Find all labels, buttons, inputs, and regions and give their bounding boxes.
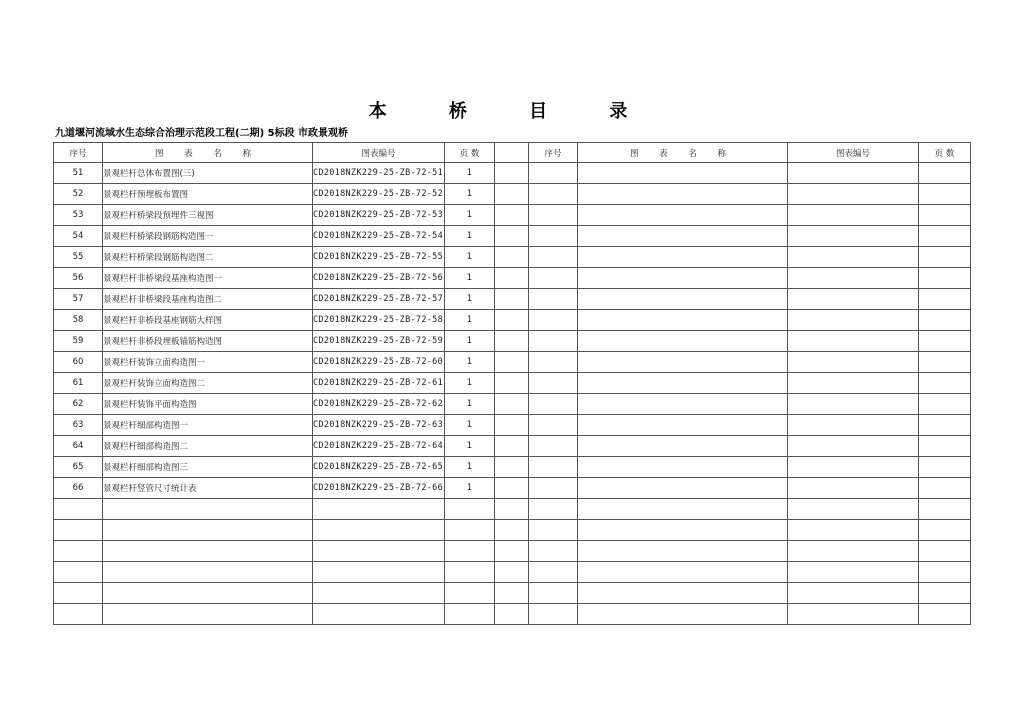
drawing-name: 景观栏杆细部构造图一	[103, 415, 313, 436]
table-row	[54, 394, 971, 415]
page-count: 1	[445, 352, 495, 373]
page-count: 1	[445, 289, 495, 310]
drawing-code-2	[788, 226, 919, 247]
drawing-code	[313, 583, 445, 604]
drawing-name-2	[578, 604, 788, 625]
page-count: 1	[445, 478, 495, 499]
blank-cell	[495, 184, 529, 205]
drawing-code-2	[788, 352, 919, 373]
page-count-2	[919, 394, 971, 415]
drawing-name	[103, 499, 313, 520]
blank-cell	[495, 352, 529, 373]
blank-cell	[495, 289, 529, 310]
drawing-code-2	[788, 373, 919, 394]
drawing-code-2	[788, 331, 919, 352]
row-number-2	[529, 436, 578, 457]
blank-cell	[495, 604, 529, 625]
table-row	[54, 184, 971, 205]
blank-cell	[495, 268, 529, 289]
row-number-2	[529, 163, 578, 184]
drawing-name: 景观栏杆预埋板布置图	[103, 184, 313, 205]
blank-cell	[495, 247, 529, 268]
drawing-name: 景观栏杆桥梁段钢筋构造图一	[103, 226, 313, 247]
table-row	[54, 163, 971, 184]
header-name: 图 表 名 称	[103, 143, 313, 163]
page-count: 1	[445, 331, 495, 352]
row-number	[54, 604, 103, 625]
row-number: 57	[54, 289, 103, 310]
row-number-2	[529, 394, 578, 415]
header-seq-2: 序号	[529, 143, 578, 163]
row-number	[54, 583, 103, 604]
drawing-name-2	[578, 478, 788, 499]
header-blank	[495, 143, 529, 163]
row-number: 66	[54, 478, 103, 499]
blank-cell	[495, 415, 529, 436]
drawing-code	[313, 604, 445, 625]
table-row	[54, 268, 971, 289]
table-row	[54, 205, 971, 226]
drawing-name-2	[578, 373, 788, 394]
drawing-name: 景观栏杆非桥梁段基座构造图二	[103, 289, 313, 310]
blank-cell	[495, 331, 529, 352]
blank-cell	[495, 583, 529, 604]
page-count: 1	[445, 457, 495, 478]
page-count-2	[919, 499, 971, 520]
page-count-2	[919, 184, 971, 205]
drawing-code	[313, 541, 445, 562]
drawing-code: CD2018NZK229-25-ZB-72-56	[313, 268, 445, 289]
page-count-2	[919, 457, 971, 478]
drawing-name-2	[578, 562, 788, 583]
drawing-name: 景观栏杆细部构造图二	[103, 436, 313, 457]
drawing-code-2	[788, 604, 919, 625]
blank-cell	[495, 436, 529, 457]
page-title: 本 桥 目 录	[368, 101, 656, 122]
row-number-2	[529, 184, 578, 205]
row-number: 62	[54, 394, 103, 415]
page-count-2	[919, 583, 971, 604]
drawing-code-2	[788, 499, 919, 520]
page-count-2	[919, 352, 971, 373]
drawing-code: CD2018NZK229-25-ZB-72-65	[313, 457, 445, 478]
empty-row	[54, 604, 971, 625]
drawing-code: CD2018NZK229-25-ZB-72-59	[313, 331, 445, 352]
drawing-name: 景观栏杆装饰平面构造图	[103, 394, 313, 415]
drawing-name-2	[578, 289, 788, 310]
page-count-2	[919, 541, 971, 562]
row-number-2	[529, 562, 578, 583]
blank-cell	[495, 457, 529, 478]
row-number: 54	[54, 226, 103, 247]
drawing-name	[103, 583, 313, 604]
drawing-code-2	[788, 268, 919, 289]
drawing-code: CD2018NZK229-25-ZB-72-61	[313, 373, 445, 394]
drawing-name-2	[578, 394, 788, 415]
drawing-code-2	[788, 541, 919, 562]
row-number: 63	[54, 415, 103, 436]
table-row	[54, 457, 971, 478]
table-row	[54, 436, 971, 457]
row-number: 58	[54, 310, 103, 331]
drawing-code	[313, 562, 445, 583]
drawing-name: 景观栏杆装饰立面构造图一	[103, 352, 313, 373]
page-count	[445, 583, 495, 604]
row-number	[54, 562, 103, 583]
drawing-name-2	[578, 499, 788, 520]
directory-table	[53, 142, 971, 625]
row-number: 56	[54, 268, 103, 289]
row-number-2	[529, 583, 578, 604]
page-count	[445, 562, 495, 583]
drawing-name-2	[578, 205, 788, 226]
row-number-2	[529, 520, 578, 541]
row-number-2	[529, 247, 578, 268]
drawing-code-2	[788, 310, 919, 331]
page-count: 1	[445, 226, 495, 247]
drawing-code: CD2018NZK229-25-ZB-72-58	[313, 310, 445, 331]
blank-cell	[495, 205, 529, 226]
blank-cell	[495, 373, 529, 394]
page-count-2	[919, 604, 971, 625]
row-number: 52	[54, 184, 103, 205]
drawing-code: CD2018NZK229-25-ZB-72-63	[313, 415, 445, 436]
row-number	[54, 541, 103, 562]
drawing-code: CD2018NZK229-25-ZB-72-64	[313, 436, 445, 457]
row-number-2	[529, 268, 578, 289]
directory-body	[54, 163, 971, 625]
header-name-2: 图 表 名 称	[578, 143, 788, 163]
page-count-2	[919, 331, 971, 352]
header-code-2: 图表编号	[788, 143, 919, 163]
row-number: 61	[54, 373, 103, 394]
drawing-code: CD2018NZK229-25-ZB-72-60	[313, 352, 445, 373]
blank-cell	[495, 394, 529, 415]
drawing-code-2	[788, 415, 919, 436]
drawing-code-2	[788, 457, 919, 478]
page-count-2	[919, 205, 971, 226]
header-pages-2: 页 数	[919, 143, 971, 163]
table-row	[54, 415, 971, 436]
drawing-code: CD2018NZK229-25-ZB-72-51	[313, 163, 445, 184]
drawing-code-2	[788, 583, 919, 604]
page-count-2	[919, 520, 971, 541]
row-number	[54, 499, 103, 520]
page-count-2	[919, 373, 971, 394]
drawing-name-2	[578, 457, 788, 478]
blank-cell	[495, 541, 529, 562]
page-count: 1	[445, 163, 495, 184]
blank-cell	[495, 478, 529, 499]
row-number-2	[529, 415, 578, 436]
drawing-name: 景观栏杆桥梁段预埋件三视图	[103, 205, 313, 226]
page-count-2	[919, 163, 971, 184]
blank-cell	[495, 226, 529, 247]
drawing-name-2	[578, 247, 788, 268]
header-pages: 页 数	[445, 143, 495, 163]
drawing-name: 景观栏杆桥梁段钢筋构造图二	[103, 247, 313, 268]
header-seq: 序号	[54, 143, 103, 163]
drawing-name: 景观栏杆竖管尺寸统计表	[103, 478, 313, 499]
drawing-name-2	[578, 520, 788, 541]
row-number-2	[529, 289, 578, 310]
drawing-name: 景观栏杆非桥梁段基座构造图一	[103, 268, 313, 289]
drawing-code-2	[788, 478, 919, 499]
row-number-2	[529, 352, 578, 373]
drawing-code: CD2018NZK229-25-ZB-72-62	[313, 394, 445, 415]
blank-cell	[495, 520, 529, 541]
row-number: 51	[54, 163, 103, 184]
empty-row	[54, 520, 971, 541]
drawing-name	[103, 562, 313, 583]
row-number-2	[529, 541, 578, 562]
drawing-code: CD2018NZK229-25-ZB-72-54	[313, 226, 445, 247]
drawing-code	[313, 499, 445, 520]
drawing-name-2	[578, 226, 788, 247]
row-number-2	[529, 499, 578, 520]
row-number-2	[529, 478, 578, 499]
drawing-code-2	[788, 436, 919, 457]
drawing-name-2	[578, 415, 788, 436]
row-number-2	[529, 331, 578, 352]
row-number: 64	[54, 436, 103, 457]
page-count: 1	[445, 436, 495, 457]
blank-cell	[495, 163, 529, 184]
row-number-2	[529, 310, 578, 331]
drawing-name-2	[578, 163, 788, 184]
page-count-2	[919, 310, 971, 331]
header-row	[54, 143, 971, 163]
page-count-2	[919, 478, 971, 499]
page-count-2	[919, 436, 971, 457]
drawing-code: CD2018NZK229-25-ZB-72-52	[313, 184, 445, 205]
drawing-name-2	[578, 331, 788, 352]
drawing-name-2	[578, 583, 788, 604]
header-code: 图表编号	[313, 143, 445, 163]
page-count	[445, 541, 495, 562]
empty-row	[54, 541, 971, 562]
blank-cell	[495, 310, 529, 331]
row-number: 53	[54, 205, 103, 226]
drawing-name-2	[578, 268, 788, 289]
project-subtitle: 九道堰河流域水生态综合治理示范段工程(二期) 5标段 市政景观桥	[55, 128, 349, 139]
table-row	[54, 226, 971, 247]
row-number-2	[529, 604, 578, 625]
table-row	[54, 478, 971, 499]
page-count-2	[919, 268, 971, 289]
drawing-code-2	[788, 247, 919, 268]
page-count	[445, 520, 495, 541]
page-count-2	[919, 415, 971, 436]
drawing-name: 景观栏杆细部构造图三	[103, 457, 313, 478]
page-count-2	[919, 226, 971, 247]
page-count-2	[919, 247, 971, 268]
drawing-code	[313, 520, 445, 541]
drawing-code-2	[788, 289, 919, 310]
drawing-code-2	[788, 163, 919, 184]
table-row	[54, 247, 971, 268]
drawing-name	[103, 541, 313, 562]
drawing-code-2	[788, 394, 919, 415]
drawing-name: 景观栏杆非桥段埋板锚筋构造图	[103, 331, 313, 352]
empty-row	[54, 499, 971, 520]
row-number: 59	[54, 331, 103, 352]
drawing-name-2	[578, 184, 788, 205]
page-count: 1	[445, 184, 495, 205]
row-number: 65	[54, 457, 103, 478]
table-row	[54, 289, 971, 310]
drawing-code-2	[788, 562, 919, 583]
drawing-name-2	[578, 541, 788, 562]
drawing-name-2	[578, 310, 788, 331]
drawing-name: 景观栏杆非桥段基座钢筋大样图	[103, 310, 313, 331]
page-count: 1	[445, 415, 495, 436]
table-row	[54, 310, 971, 331]
blank-cell	[495, 499, 529, 520]
drawing-code-2	[788, 184, 919, 205]
row-number-2	[529, 457, 578, 478]
page-count: 1	[445, 310, 495, 331]
drawing-code: CD2018NZK229-25-ZB-72-55	[313, 247, 445, 268]
row-number-2	[529, 205, 578, 226]
drawing-code: CD2018NZK229-25-ZB-72-53	[313, 205, 445, 226]
empty-row	[54, 583, 971, 604]
drawing-name-2	[578, 352, 788, 373]
page-count: 1	[445, 268, 495, 289]
row-number: 55	[54, 247, 103, 268]
drawing-name: 景观栏杆总体布置图(三)	[103, 163, 313, 184]
drawing-name-2	[578, 436, 788, 457]
blank-cell	[495, 562, 529, 583]
page-count: 1	[445, 247, 495, 268]
table-row	[54, 331, 971, 352]
page-count-2	[919, 289, 971, 310]
table-row	[54, 373, 971, 394]
page-count-2	[919, 562, 971, 583]
row-number	[54, 520, 103, 541]
table-row	[54, 352, 971, 373]
row-number-2	[529, 373, 578, 394]
page-count	[445, 499, 495, 520]
drawing-name: 景观栏杆装饰立面构造图二	[103, 373, 313, 394]
drawing-code-2	[788, 520, 919, 541]
page-count	[445, 604, 495, 625]
drawing-code: CD2018NZK229-25-ZB-72-57	[313, 289, 445, 310]
row-number: 60	[54, 352, 103, 373]
drawing-name	[103, 520, 313, 541]
empty-row	[54, 562, 971, 583]
row-number-2	[529, 226, 578, 247]
page-count: 1	[445, 394, 495, 415]
drawing-code: CD2018NZK229-25-ZB-72-66	[313, 478, 445, 499]
page-count: 1	[445, 373, 495, 394]
drawing-code-2	[788, 205, 919, 226]
drawing-name	[103, 604, 313, 625]
page-count: 1	[445, 205, 495, 226]
